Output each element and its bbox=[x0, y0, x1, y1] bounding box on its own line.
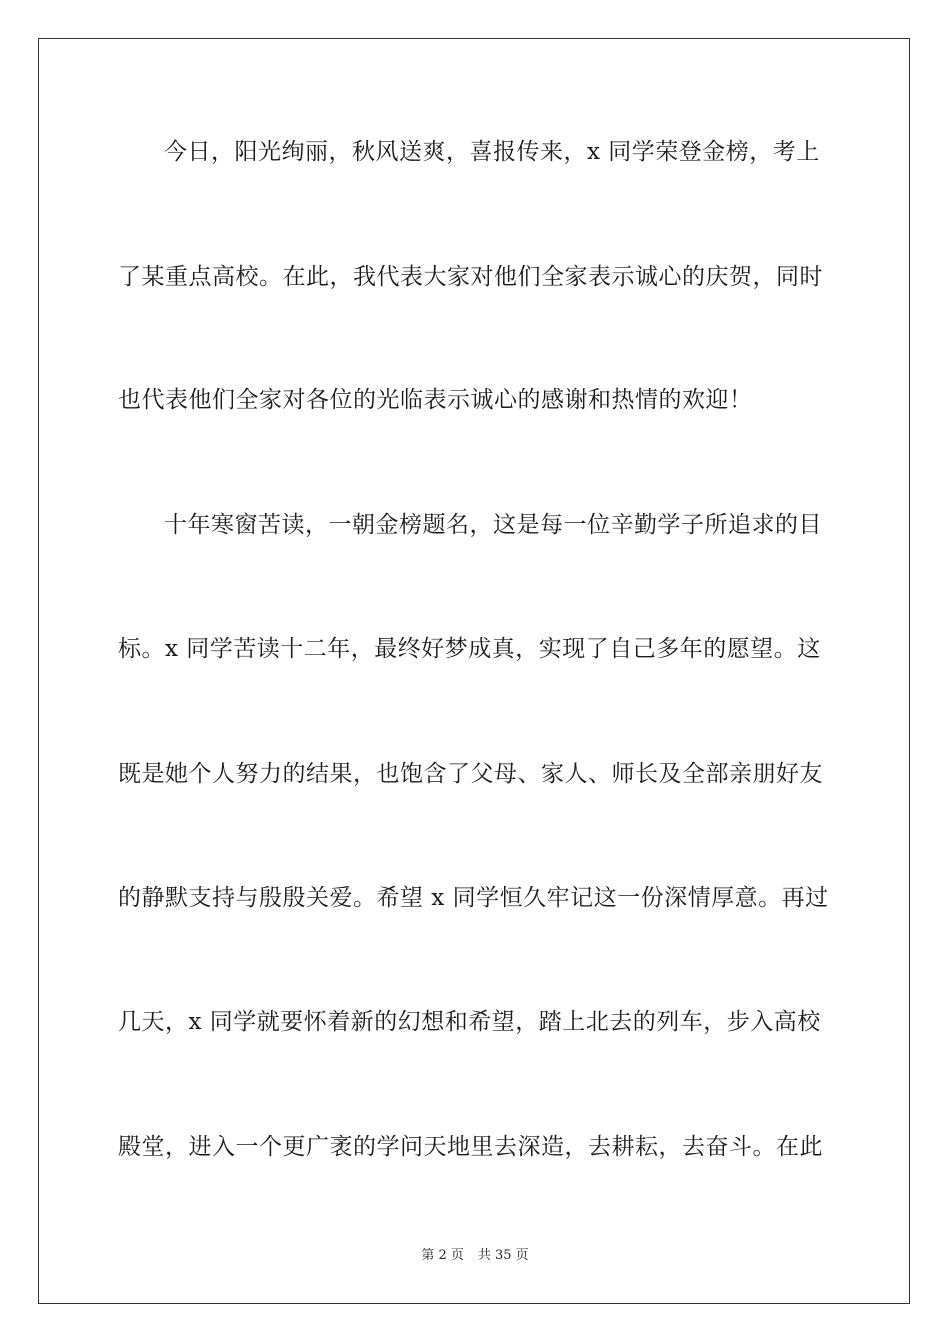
page-footer bbox=[0, 1247, 950, 1265]
paragraph-2-line-1: 十年寒窗苦读，一朝金榜题名，这是每一位辛勤学子所追求的目 bbox=[164, 512, 822, 538]
paragraph-1-line-3: 也代表他们全家对各位的光临表示诚心的感谢和热情的欢迎！ bbox=[118, 387, 753, 413]
paragraph-2-line-3: 既是她个人努力的结果，也饱含了父母、家人、师长及全部亲朋好友 bbox=[118, 761, 823, 787]
paragraph-1-line-2: 了某重点高校。在此，我代表大家对他们全家表示诚心的庆贺，同时 bbox=[118, 264, 823, 290]
paragraph-2-line-4: 的静默支持与殷殷关爱。希望 x 同学恒久牢记这一份深情厚意。再过 bbox=[118, 885, 829, 911]
page-number: 第 2 页 bbox=[421, 1248, 464, 1263]
paragraph-2-line-5: 几天，x 同学就要怀着新的幻想和希望，踏上北去的列车，步入高校 bbox=[118, 1009, 821, 1035]
page-total: 共 35 页 bbox=[477, 1248, 529, 1263]
paragraph-2-line-2: 标。x 同学苦读十二年，最终好梦成真，实现了自己多年的愿望。这 bbox=[118, 636, 821, 662]
page-frame bbox=[38, 38, 910, 1304]
paragraph-1-line-1: 今日，阳光绚丽，秋风送爽，喜报传来，x 同学荣登金榜，考上 bbox=[164, 139, 820, 165]
paragraph-2-line-6: 殿堂，进入一个更广袤的学问天地里去深造，去耕耘，去奋斗。在此 bbox=[118, 1134, 823, 1160]
